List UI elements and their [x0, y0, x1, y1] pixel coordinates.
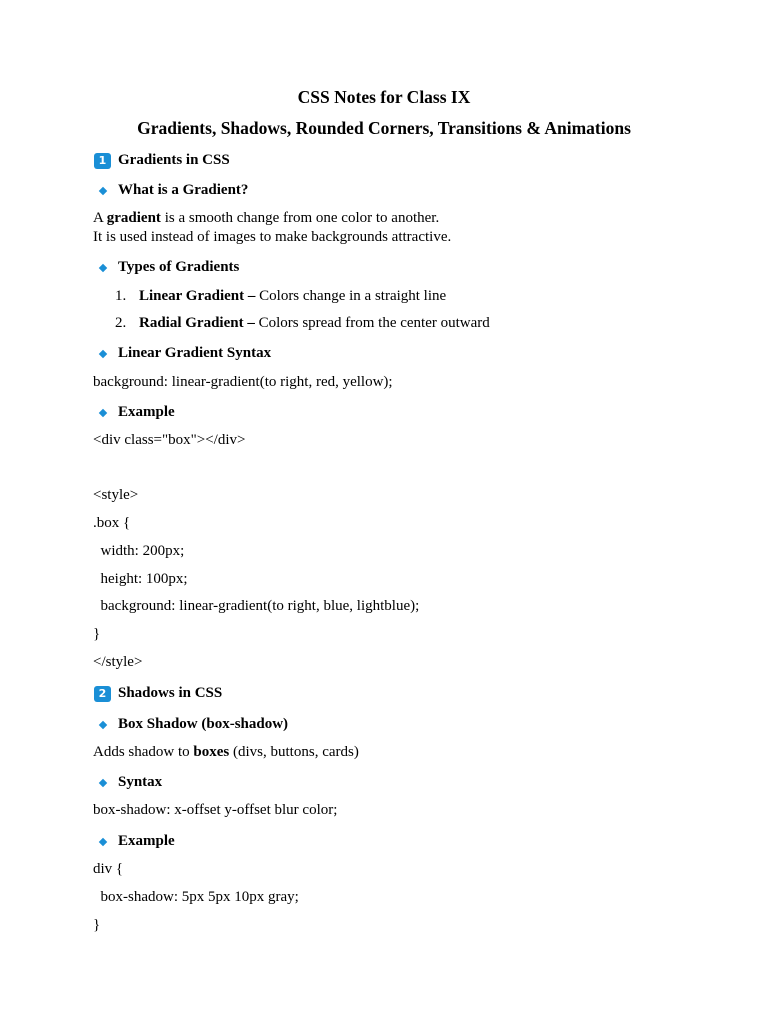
- code-line: div {: [93, 861, 124, 877]
- diamond-bullet-icon: [99, 263, 107, 271]
- subheading-types: [99, 258, 239, 277]
- subheading-text: What is a Gradient?: [118, 182, 249, 198]
- document-title: CSS Notes for Class IX: [297, 87, 471, 107]
- section-1-heading: [94, 151, 230, 170]
- code-line: }: [93, 917, 101, 933]
- diamond-bullet-icon: [99, 186, 107, 194]
- list-number: 2.: [115, 315, 127, 331]
- syntax-code-line: box-shadow: x-offset y-offset blur color;: [93, 802, 338, 818]
- diamond-bullet-icon: [99, 778, 107, 786]
- subheading-example: [99, 403, 175, 422]
- code-line: box-shadow: 5px 5px 10px gray;: [93, 889, 299, 905]
- subheading-text: Types of Gradients: [118, 259, 240, 275]
- diamond-bullet-icon: [99, 408, 107, 416]
- section-1-title: Gradients in CSS: [118, 152, 230, 168]
- subheading-text: Example: [118, 404, 175, 420]
- list-item: [115, 314, 490, 333]
- code-line: </style>: [93, 654, 143, 670]
- subheading-example-2: [99, 832, 175, 851]
- subheading-text: Box Shadow (box-shadow): [118, 716, 289, 732]
- syntax-code-line: background: linear-gradient(to right, red, yellow);: [93, 374, 393, 390]
- code-line: width: 200px;: [93, 543, 185, 559]
- list-item-name: Linear Gradient –: [139, 288, 256, 304]
- subheading-text: Example: [118, 833, 175, 849]
- list-item-name: Radial Gradient –: [139, 315, 255, 331]
- subheading-syntax: [99, 344, 271, 363]
- section-2-heading: [94, 684, 222, 703]
- code-line: }: [93, 626, 101, 642]
- document-subtitle: Gradients, Shadows, Rounded Corners, Transitions & Animations: [137, 118, 631, 138]
- subheading-what-is-gradient: [99, 181, 248, 200]
- box-shadow-description: [93, 743, 359, 762]
- list-number: 1.: [115, 288, 127, 304]
- diamond-bullet-icon: [99, 720, 107, 728]
- diamond-bullet-icon: [99, 837, 107, 845]
- list-item-desc: Colors spread from the center outward: [254, 315, 490, 331]
- definition-bold-term: gradient: [106, 210, 161, 226]
- gradient-definition-line2: It is used instead of images to make backgrounds attractive.: [93, 229, 452, 245]
- code-line: <style>: [93, 487, 139, 503]
- subheading-syntax-2: [99, 773, 162, 792]
- code-line: <div class="box"></div>: [93, 432, 246, 448]
- code-line: .box {: [93, 515, 131, 531]
- number-badge-icon: 1: [94, 153, 111, 169]
- section-2-title: Shadows in CSS: [118, 685, 223, 701]
- subheading-box-shadow: [99, 715, 288, 734]
- code-line: background: linear-gradient(to right, blue, lightblue);: [93, 598, 420, 614]
- subheading-text: Syntax: [118, 774, 163, 790]
- gradient-definition-line1: [93, 209, 439, 228]
- description-rest: (divs, buttons, cards): [229, 744, 359, 760]
- definition-rest: is a smooth change from one color to another.: [160, 210, 440, 226]
- list-item: [115, 287, 446, 306]
- code-line: height: 100px;: [93, 571, 188, 587]
- number-badge-icon: 2: [94, 686, 111, 702]
- definition-prefix: A: [93, 210, 107, 226]
- description-prefix: Adds shadow to: [93, 744, 194, 760]
- list-item-desc: Colors change in a straight line: [255, 288, 447, 304]
- description-bold-term: boxes: [193, 744, 230, 760]
- subheading-text: Linear Gradient Syntax: [118, 345, 272, 361]
- diamond-bullet-icon: [99, 349, 107, 357]
